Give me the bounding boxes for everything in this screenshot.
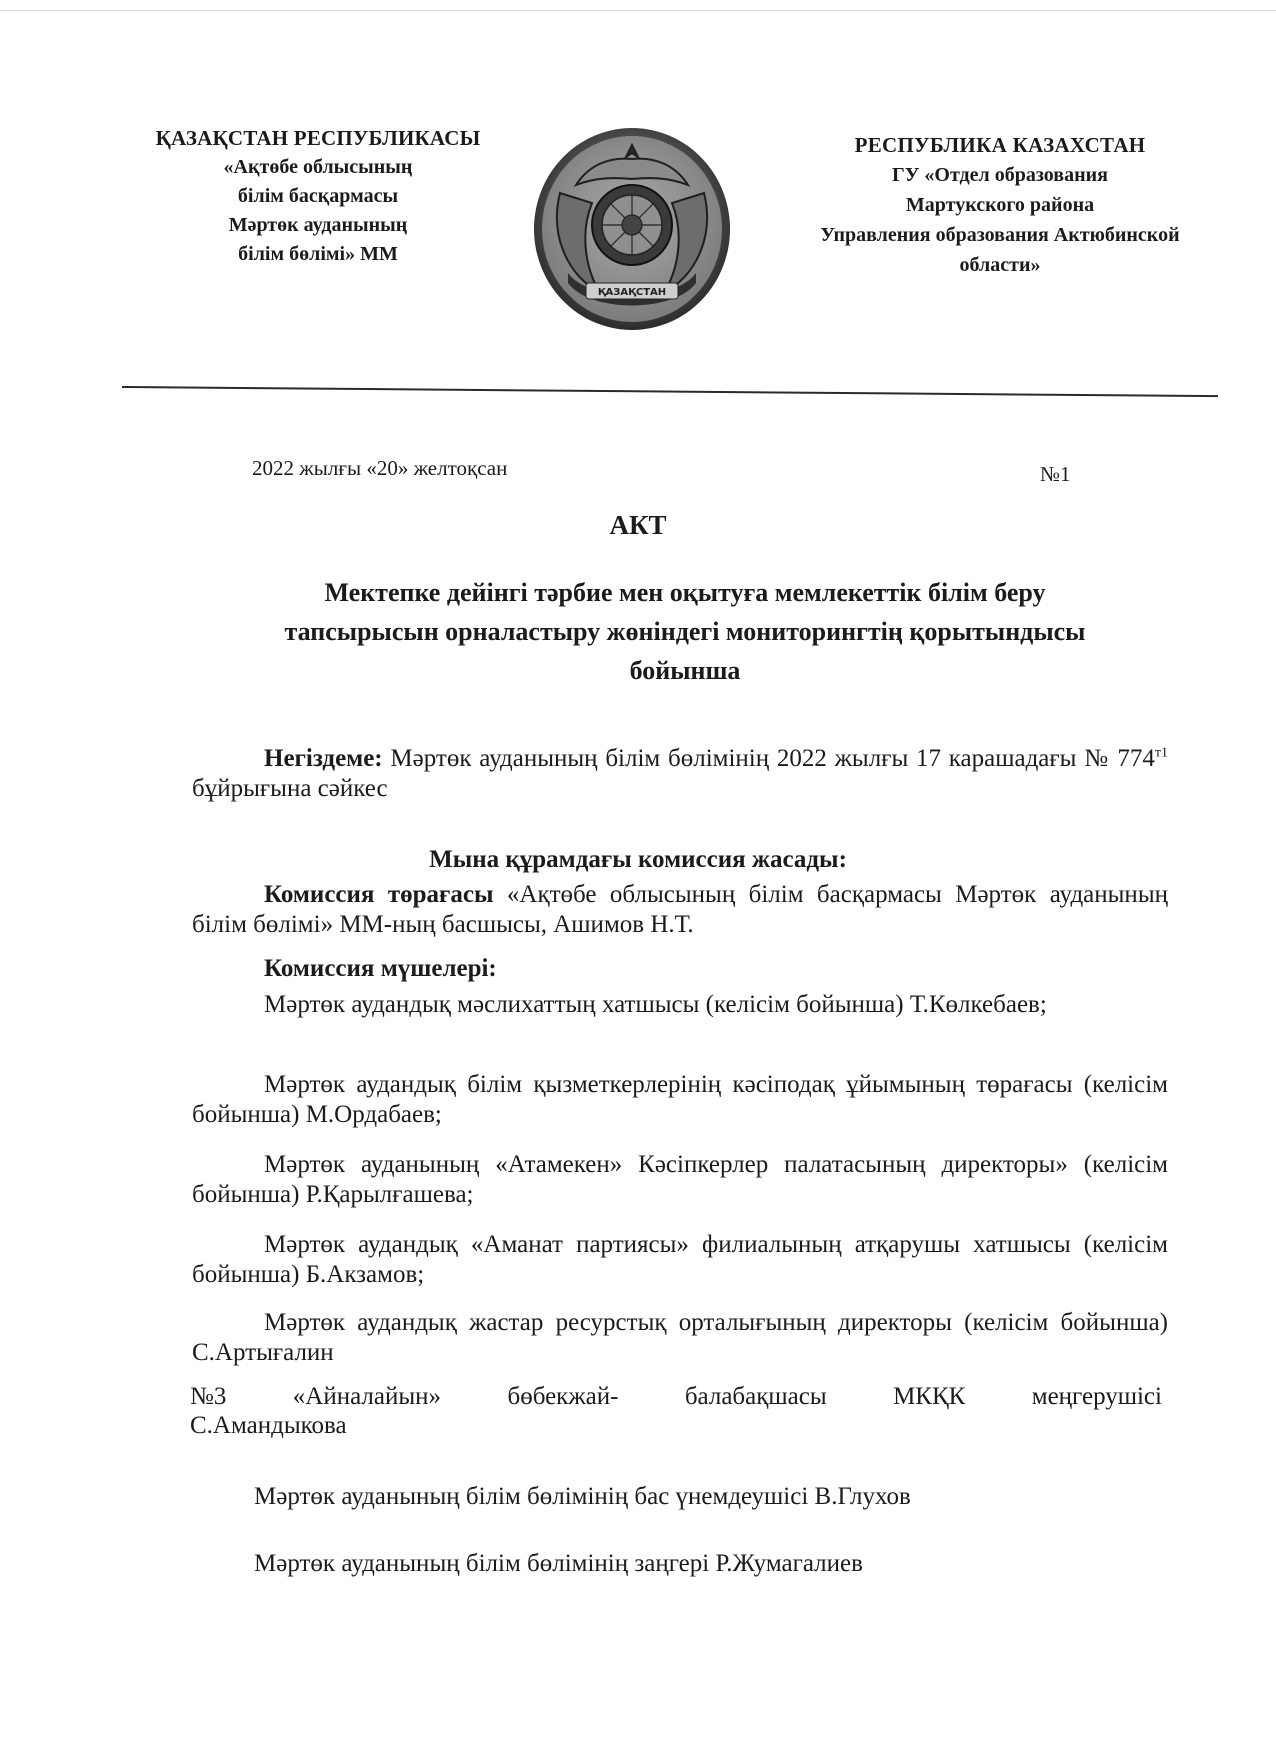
aynalayin-word: меңгерушісі bbox=[1031, 1383, 1162, 1410]
header-left-block bbox=[118, 124, 518, 269]
chair-paragraph bbox=[192, 880, 1168, 940]
member-item: Мәртөк ауданының «Атамекен» Кәсіпкерлер палатасының директоры» (келісім бойынша) Р.Қарылғашева; bbox=[192, 1151, 1168, 1208]
basis-text: Мәртөк ауданының білім бөлімінің 2022 жылғы 17 карашадағы № 774 bbox=[382, 745, 1155, 772]
act-title: АКТ bbox=[609, 510, 667, 540]
svg-text:ҚАЗАҚСТАН: ҚАЗАҚСТАН bbox=[597, 287, 667, 298]
subject-line3: бойынша bbox=[629, 656, 741, 685]
header-right-line2: ГУ «Отдел образования bbox=[892, 164, 1108, 186]
subject-line1: Мектепке дейінгі тәрбие мен оқытуға мемлекеттік білім беру bbox=[324, 578, 1046, 607]
header-right-block bbox=[770, 130, 1230, 280]
basis-paragraph bbox=[192, 744, 1168, 804]
chair-label: Комиссия төрағасы bbox=[264, 881, 494, 908]
members-label: Комиссия мүшелері: bbox=[264, 955, 497, 982]
member-item: Мәртөк аудандық мәслихаттың хатшысы (келісім бойынша) Т.Көлкебаев; bbox=[264, 991, 1047, 1018]
subject-line2: тапсырысын орналастыру жөніндегі мониторингтің қорытындысы bbox=[284, 617, 1086, 646]
header-right-line3: Мартукского района bbox=[905, 194, 1095, 216]
aynalayin-word: «Айналайын» bbox=[292, 1383, 442, 1410]
header-left-line4: Мәртөк ауданының bbox=[228, 214, 408, 236]
member-lawyer: Мәртөк ауданының білім бөлімінің заңгері Р.Жумагалиев bbox=[254, 1550, 863, 1577]
act-subject bbox=[195, 573, 1175, 690]
document-number: №1 bbox=[1040, 462, 1071, 486]
member-item: Мәртөк аудандық білім қызметкерлерінің кәсіподақ ұйымының төрағасы (келісім бойынша) М.Ордабаев; bbox=[192, 1071, 1168, 1128]
member-item: Мәртөк аудандық «Аманат партиясы» филиалының атқарушы хатшысы (келісім бойынша) Б.Акзамов; bbox=[192, 1231, 1168, 1288]
commission-heading: Мына құрамдағы комиссия жасады: bbox=[429, 846, 847, 873]
aynalayin-word: бөбекжай- bbox=[507, 1383, 619, 1410]
header-left-line5: білім бөлімі» ММ bbox=[238, 243, 398, 265]
aynalayin-word: МКҚК bbox=[893, 1383, 966, 1410]
header-left-line3: білім басқармасы bbox=[237, 185, 399, 207]
member-economist: Мәртөк ауданының білім бөлімінің бас үнемдеушісі В.Глухов bbox=[254, 1483, 911, 1510]
member-item: Мәртөк аудандық жастар ресурстық орталығының директоры (келісім бойынша) С.Артығалин bbox=[192, 1309, 1168, 1366]
scan-edge-line bbox=[0, 10, 1276, 11]
basis-label: Негіздеме: bbox=[264, 745, 383, 772]
basis-superscript: т1 bbox=[1154, 745, 1168, 761]
header-left-line1: ҚАЗАҚСТАН РЕСПУБЛИКАСЫ bbox=[155, 126, 481, 150]
member-aynalayin-name: С.Амандыкова bbox=[190, 1412, 347, 1439]
aynalayin-word: балабақшасы bbox=[684, 1383, 827, 1410]
document-date: 2022 жылғы «20» желтоқсан bbox=[252, 456, 508, 480]
header-right-line1: РЕСПУБЛИКА КАЗАХСТАН bbox=[854, 133, 1146, 157]
header-divider bbox=[122, 386, 1218, 397]
basis-tail: бұйрығына сәйкес bbox=[192, 775, 388, 802]
aynalayin-word: №3 bbox=[190, 1383, 227, 1410]
member-aynalayin-line bbox=[190, 1382, 1162, 1412]
header-left-line2: «Ақтөбе облысының bbox=[223, 156, 413, 178]
header-right-line5: области» bbox=[959, 254, 1041, 276]
header-right-line4: Управления образования Актюбинской bbox=[820, 224, 1180, 246]
state-emblem-icon bbox=[530, 123, 734, 333]
chair-text: «Ақтөбе облысының білім басқармасы Мәртөк ауданының білім бөлімі» ММ-ның басшысы, Ашимов Н.Т. bbox=[192, 881, 1168, 938]
